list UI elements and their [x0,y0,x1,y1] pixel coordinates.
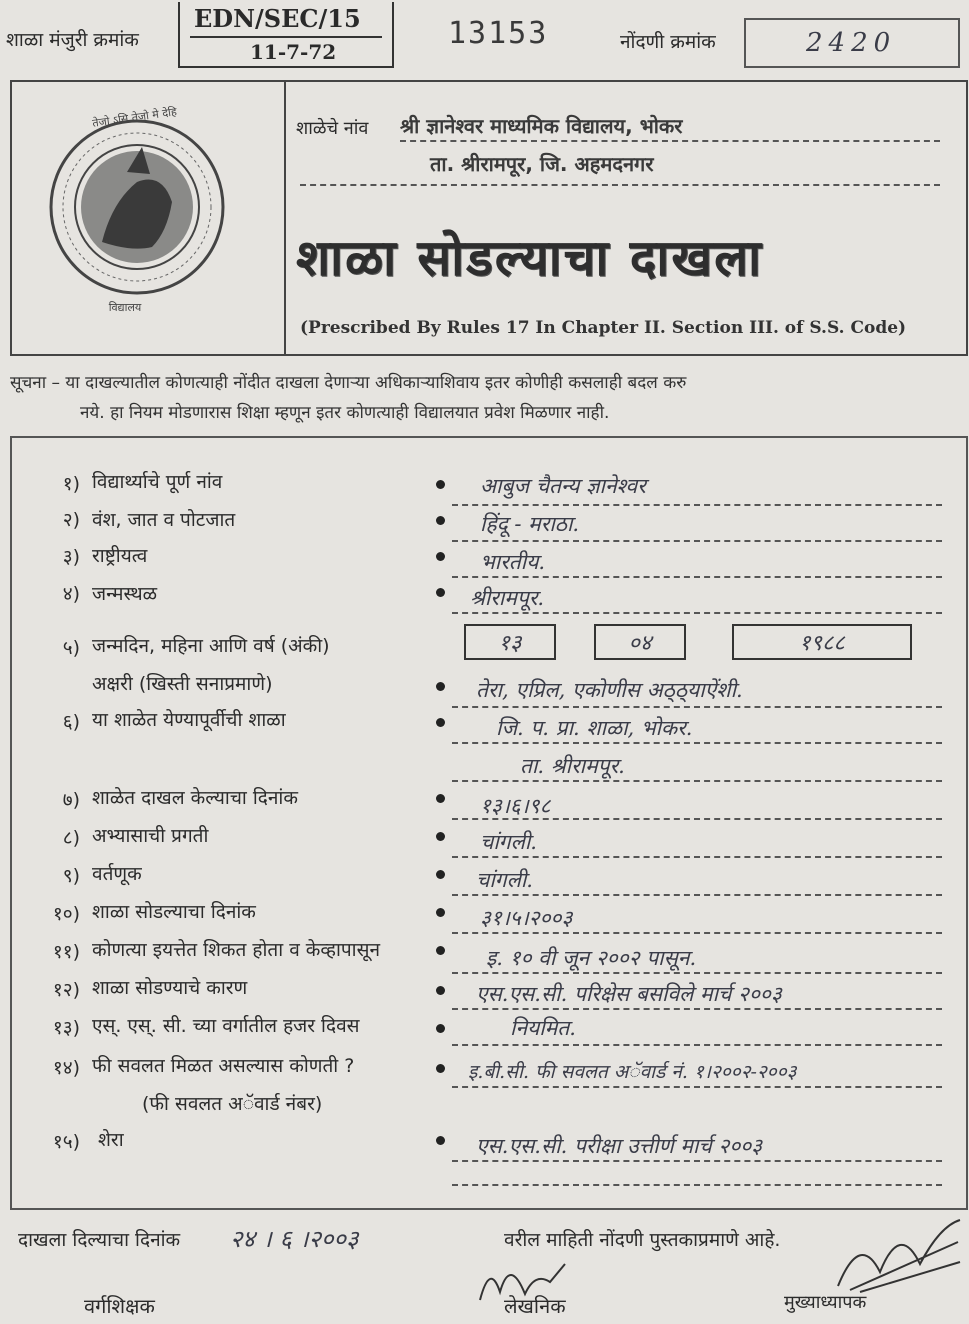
issue-date-label: दाखला दिल्याचा दिनांक [18,1229,181,1251]
field-15-value: एस.एस.सी. परीक्षा उत्तीर्ण मार्च २००३ [476,1134,763,1158]
field-4-num: ४) [62,583,80,605]
certificate-title: शाळा सोडल्याचा दाखला [296,229,763,287]
field-12-num: १२) [52,979,80,1001]
field-8-num: ८) [62,827,80,849]
field-3-num: ३) [62,546,80,568]
class-teacher-label: वर्गशिक्षक [84,1294,155,1318]
field-11-num: ११) [52,941,80,963]
field-5b-label: अक्षरी (खिस्ती सनाप्रमाणे) [92,673,273,695]
approval-code: EDN/SEC/15 [194,4,361,33]
field-14b-label: (फी सवलत अॅवार्ड नंबर) [142,1093,323,1115]
issue-date-value: २४ । ६ ।२००३ [230,1225,359,1253]
field-7-value: १३।६।९८ [480,794,551,818]
field-1-value: आबुज चैतन्य ज्ञानेश्वर [480,474,646,498]
field-5-label: जन्मदिन, महिना आणि वर्ष (अंकी) [92,635,330,657]
serial-number: 13153 [448,16,549,51]
school-name-label: शाळेचे नांव [296,118,369,139]
field-11-value: इ. १० वी जून २००२ पासून. [486,946,697,970]
field-8-label: अभ्यासाची प्रगती [92,825,209,847]
dob-month: ०४ [628,631,652,656]
notice-line-2: नये. हा नियम मोडणारास शिक्षा म्हणून इतर कोणत्याही विद्यालयात प्रवेश मिळणार नाही. [80,403,610,423]
register-note: वरील माहिती नोंदणी पुस्तकाप्रमाणे आहे. [504,1229,781,1251]
school-address-value: ता. श्रीरामपूर, जि. अहमदनगर [430,152,654,176]
approval-stamp [178,2,394,68]
field-2-num: २) [62,509,80,531]
field-1-num: १) [62,473,80,495]
field-7-label: शाळेत दाखल केल्याचा दिनांक [92,787,298,809]
field-9-value: चांगली. [476,868,533,892]
seal-top-text: तेजो ऽसि तेजो मे देहि [91,105,178,130]
prescribed-note: (Prescribed By Rules 17 In Chapter II. Section III. of S.S. Code) [300,318,907,338]
field-12-value-2: नियमित. [510,1016,576,1040]
field-6-label: या शाळेत येण्यापूर्वीची शाळा [92,709,286,731]
field-6-value-2: ता. श्रीरामपूर. [520,754,625,778]
field-5b-value: तेरा, एप्रिल, एकोणीस अठ्ठ्याऐंशी. [476,678,743,702]
field-6-value: जि. प. प्रा. शाळा, भोकर. [496,716,693,740]
clerk-label: लेखनिक [504,1294,566,1318]
field-1-label: विद्यार्थ्याचे पूर्ण नांव [92,471,223,493]
notice-line-1: सूचना – या दाखल्यातील कोणत्याही नोंदीत दाखला देणाऱ्या अधिकाऱ्याशिवाय इतर कोणीही कसलाही बदल करु [10,373,687,393]
field-8-value: चांगली. [480,830,537,854]
field-13-num: १३) [52,1017,80,1039]
field-4-value: श्रीरामपूर. [470,586,545,610]
field-3-label: राष्ट्रीयत्व [92,545,148,567]
field-4-label: जन्मस्थळ [92,583,158,605]
field-11-label: कोणत्या इयत्तेत शिकत होता व केव्हापासून [92,939,380,961]
dob-day: १३ [498,631,522,656]
approval-label: शाळा मंजुरी क्रमांक [6,29,139,51]
field-6-num: ६) [62,711,80,733]
field-7-num: ७) [62,789,80,811]
dob-month-box [594,624,686,660]
field-12-value: एस.एस.सी. परिक्षेस बसविले मार्च २००३ [476,982,782,1006]
school-seal [42,112,232,302]
field-9-num: ९) [62,865,80,887]
field-14-value: इ.बी.सी. फी सवलत अॅवार्ड नं. १।२००२-२००३ [468,1061,797,1083]
registration-label: नोंदणी क्रमांक [620,31,716,53]
field-14-label: फी सवलत मिळत असल्यास कोणती ? [92,1055,355,1077]
field-10-num: १०) [52,903,80,925]
seal-bottom-text: विद्यालय [108,301,142,314]
field-10-value: ३१।५।२००३ [480,906,573,930]
dob-year: १९८८ [799,631,845,656]
registration-box [744,18,960,68]
dob-day-box [464,624,556,660]
field-10-label: शाळा सोडल्याचा दिनांक [92,901,256,923]
headmaster-label: मुख्याध्यापक [784,1292,867,1313]
field-12-label: शाळा सोडण्याचे कारण [92,977,248,999]
field-15-num: १५) [52,1131,80,1153]
field-9-label: वर्तणूक [92,863,142,885]
field-13-label: एस्. एस्. सी. च्या वर्गातील हजर दिवस [92,1015,360,1037]
school-name-value: श्री ज्ञानेश्वर माध्यमिक विद्यालय, भोकर [400,114,683,138]
registration-value: 2420 [806,28,897,58]
field-3-value: भारतीय. [480,550,546,574]
field-14-num: १४) [52,1057,80,1079]
headmaster-signature [830,1212,965,1296]
approval-date: 11-7-72 [250,40,337,64]
field-2-label: वंश, जात व पोटजात [92,509,236,531]
field-15-label: शेरा [98,1129,124,1151]
field-2-value: हिंदू - मराठा. [480,512,580,536]
field-5-num: ५) [62,637,80,659]
dob-year-box [732,624,912,660]
